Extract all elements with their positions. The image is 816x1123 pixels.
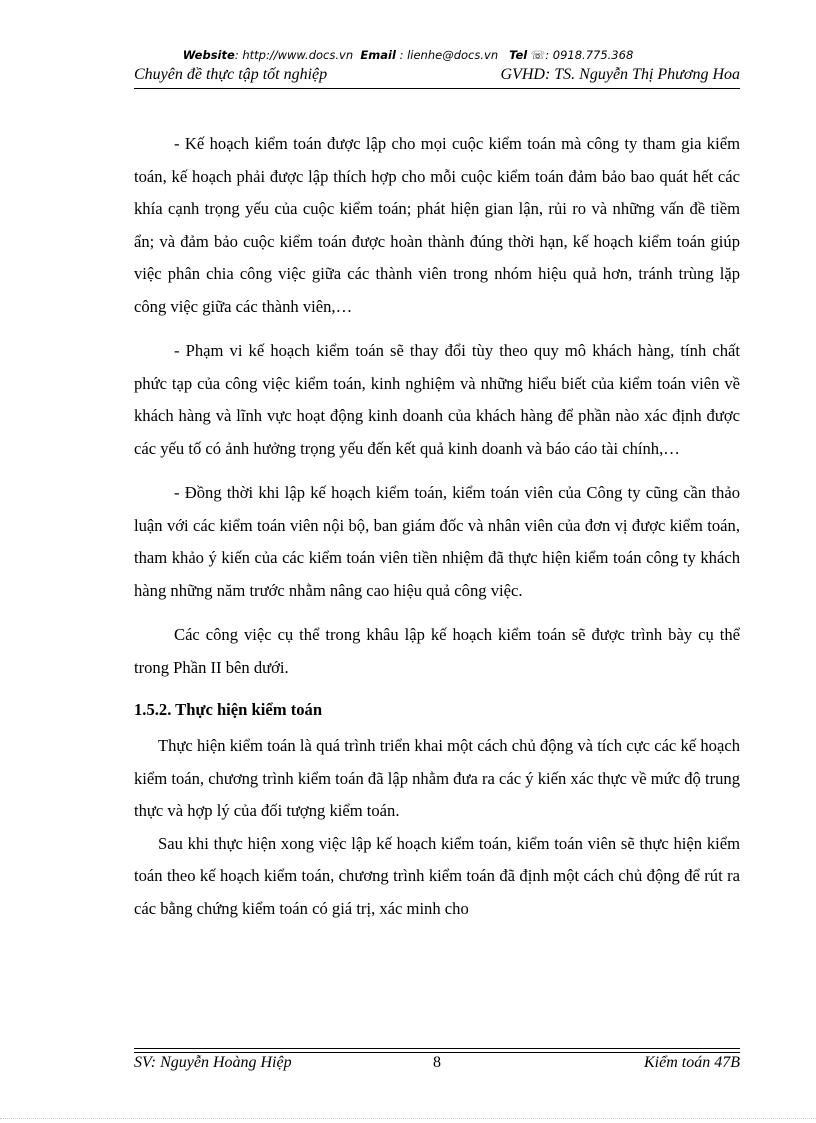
paragraph: Các công việc cụ thể trong khâu lập kế hoạch kiểm toán sẽ được trình bày cụ thể trong Phần II bên dưới.	[134, 625, 740, 677]
phone-icon: ☏	[530, 48, 546, 62]
website-contact-line	[0, 48, 816, 62]
page-body	[134, 128, 740, 925]
header-advisor: GVHD: TS. Nguyễn Thị Phương Hoa	[500, 66, 740, 83]
email-label: Email	[360, 48, 396, 62]
tel-number: : 0918.775.368	[545, 48, 634, 62]
page-header	[134, 66, 740, 89]
page-footer	[134, 1054, 740, 1078]
website-url[interactable]: : http://www.docs.vn	[234, 48, 354, 62]
footer-divider	[134, 1048, 740, 1053]
page-number: 8	[433, 1054, 441, 1071]
email-address[interactable]: : lienhe@docs.vn	[399, 48, 499, 62]
paragraph: Thực hiện kiểm toán là quá trình triển khai một cách chủ động và tích cực các kế hoạch kiểm toán, chương trình kiểm toán đã lập nhằm đưa ra các ý kiến xác thực về mức độ trung thực và hợp lý của đối tượng kiểm toán.	[134, 736, 740, 820]
tel-label: Tel	[509, 48, 528, 62]
website-label: Website	[182, 48, 235, 62]
footer-class: Kiểm toán 47B	[644, 1054, 740, 1071]
paragraph: - Phạm vi kế hoạch kiểm toán sẽ thay đổi tùy theo quy mô khách hàng, tính chất phức tạp của công việc kiểm toán, kinh nghiệm và những hiểu biết của kiểm toán viên về khách hàng và lĩnh vực hoạt động kinh doanh của khách hàng để phần nào xác định được các yếu tố có ảnh hưởng trọng yếu đến kết quả kinh doanh và báo cáo tài chính,…	[134, 341, 740, 458]
section-heading: 1.5.2. Thực hiện kiểm toán	[134, 700, 323, 719]
paragraph: Sau khi thực hiện xong việc lập kế hoạch kiểm toán, kiểm toán viên sẽ thực hiện kiểm toán theo kế hoạch kiểm toán, chương trình kiểm toán đã định một cách chủ động để rút ra các bằng chứng kiểm toán có giá trị, xác minh cho	[134, 833, 740, 918]
page-edge	[0, 1118, 816, 1119]
header-title: Chuyên đề thực tập tốt nghiệp	[134, 66, 328, 83]
footer-student: SV: Nguyễn Hoàng Hiệp	[134, 1054, 292, 1071]
paragraph: - Đồng thời khi lập kế hoạch kiểm toán, kiểm toán viên của Công ty cũng cần thảo luận với các kiểm toán viên nội bộ, ban giám đốc và nhân viên của đơn vị được kiểm toán, tham khảo ý kiến của các kiểm toán viên tiền nhiệm đã thực hiện kiểm toán công ty khách hàng những năm trước nhằm nâng cao hiệu quả công việc.	[134, 483, 740, 600]
paragraph: - Kế hoạch kiểm toán được lập cho mọi cuộc kiểm toán mà công ty tham gia kiểm toán, kế hoạch phải được lập thích hợp cho mỗi cuộc kiểm toán đảm bảo bao quát hết các khía cạnh trọng yếu của cuộc kiểm toán; phát hiện gian lận, rủi ro và những vấn đề tiềm ẩn; và đảm bảo cuộc kiểm toán được hoàn thành đúng thời hạn, kế hoạch kiểm toán giúp việc phân chia công việc giữa các thành viên trong nhóm hiệu quả hơn, tránh trùng lặp công việc giữa các thành viên,…	[134, 134, 740, 316]
